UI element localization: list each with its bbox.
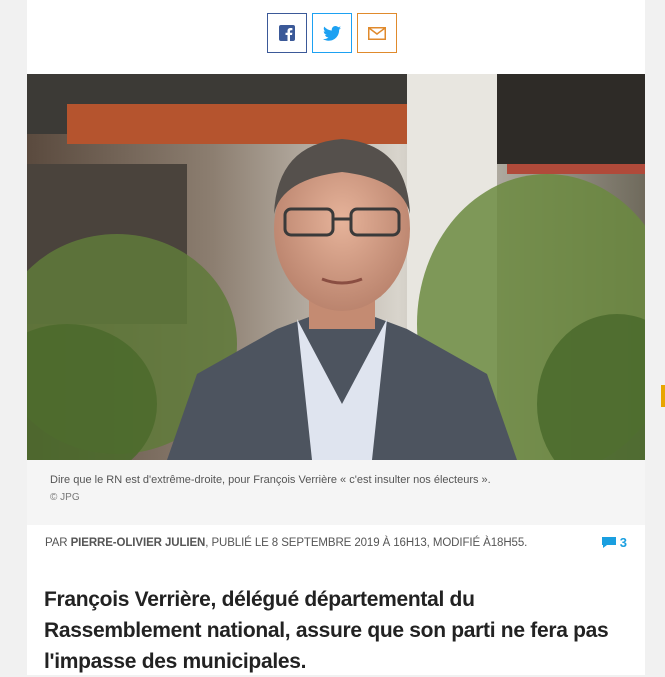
mail-share-button[interactable] [357,13,397,53]
mail-icon [368,27,386,40]
article-photo [27,74,645,460]
author-link[interactable]: PIERRE-OLIVIER JULIEN [70,537,206,549]
comments-link[interactable] [601,535,627,550]
share-bar [267,13,397,53]
twitter-share-button[interactable] [312,13,352,53]
byline [45,537,527,549]
comment-icon [601,536,617,549]
publication-date: , PUBLIÉ LE 8 SEPTEMBRE 2019 À 16H13, MODIFIÉ À18H55. [205,537,528,549]
article-lead: François Verrière, délégué départemental du Rassemblement national, assure que son parti ne fera pas l'impasse des municipales. [44,588,609,673]
twitter-icon [323,26,341,41]
photo-credit: © JPG [50,492,80,503]
comments-count: 3 [619,535,627,550]
facebook-share-button[interactable] [267,13,307,53]
byline-prefix: PAR [45,537,71,549]
photo-caption: Dire que le RN est d'extrême-droite, pour François Verrière « c'est insulter nos électeurs ». [50,474,491,486]
side-edge-marker [661,385,665,407]
article-container [27,0,645,675]
facebook-icon [279,25,295,41]
photo-caption-box [27,460,645,525]
